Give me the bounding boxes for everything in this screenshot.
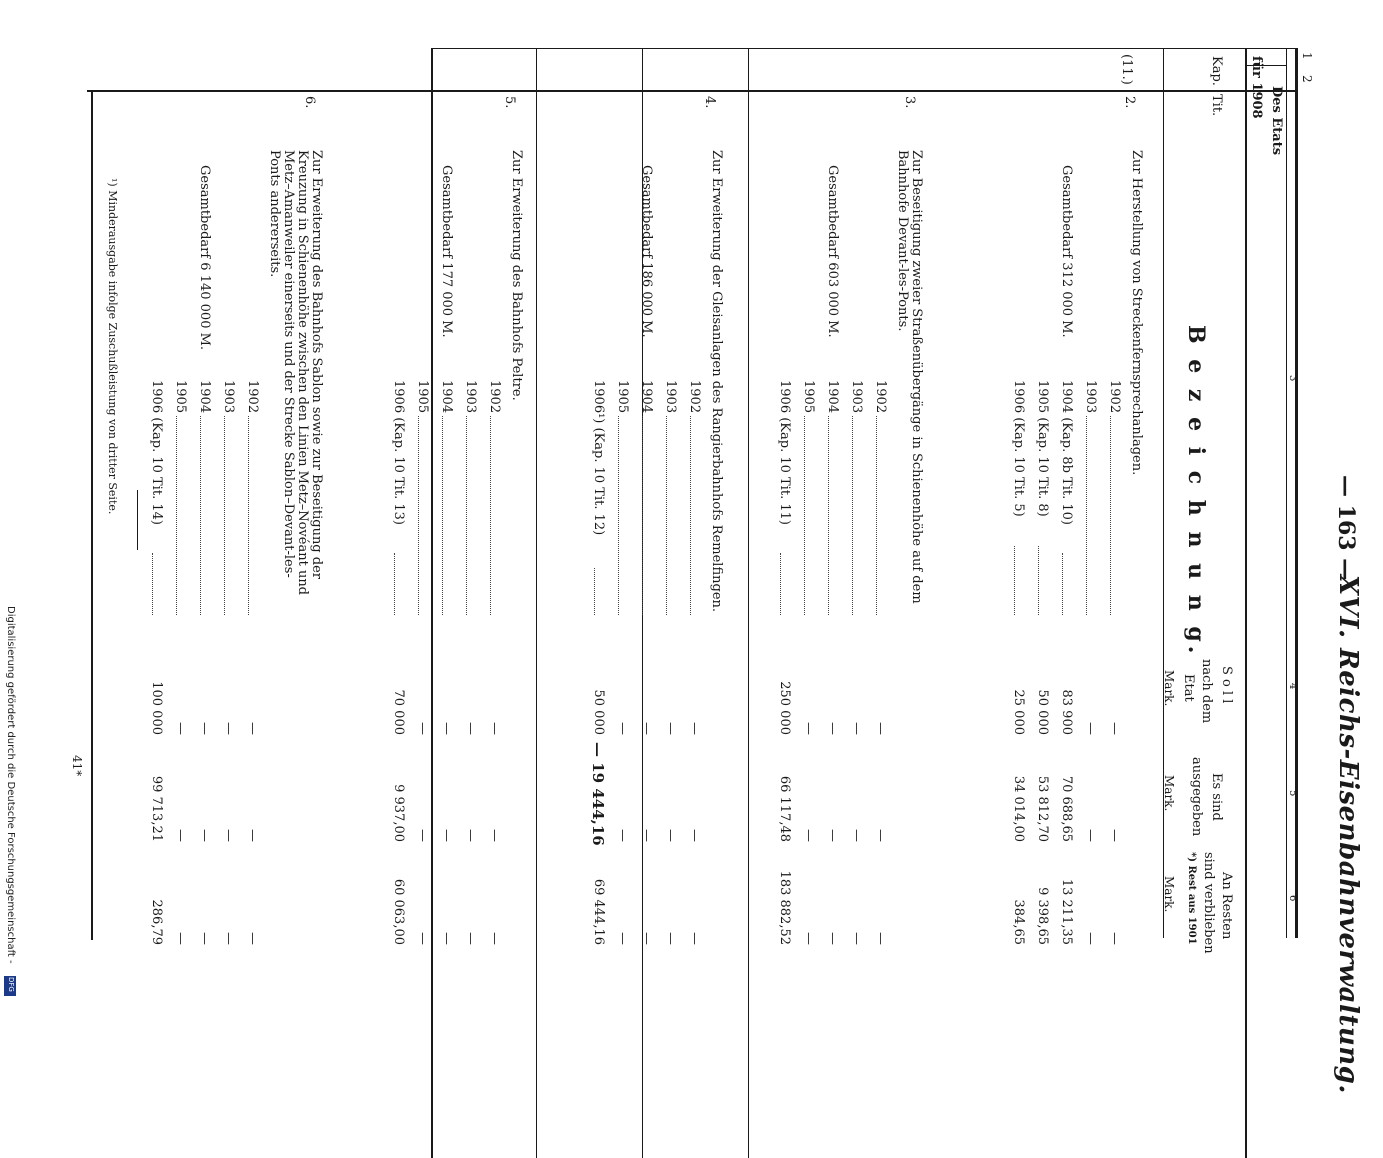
leader-dots	[418, 416, 419, 615]
gesamtbedarf: Gesamtbedarf 186 000 M.	[639, 165, 654, 338]
reste-value: —	[439, 932, 454, 945]
reste-value: 384,65	[1011, 899, 1026, 945]
ausgegeben-value: 70 688,65	[1059, 775, 1074, 842]
header-soll-1: S o l l	[1219, 666, 1234, 704]
entry-number: 3.	[902, 96, 917, 109]
year-label: 1905	[801, 380, 816, 414]
entry-title-line: Ponts andererseits.	[267, 150, 282, 278]
soll-value: —	[663, 722, 678, 735]
leader-dots	[1110, 416, 1111, 615]
reste-value: —	[639, 932, 654, 945]
entry-number: 4.	[702, 96, 717, 109]
reste-value: —	[463, 932, 478, 945]
footnote: ¹) Minderausgabe infolge Zuschußleistung von dritter Seite.	[106, 178, 119, 515]
ausgegeben-value: —	[1083, 829, 1098, 842]
header-ausg-1: Es sind	[1209, 773, 1224, 821]
reste-value: —	[615, 932, 630, 945]
soll-value: —	[873, 722, 888, 735]
entry-title-line: Zur Erweiterung der Gleisanlagen des Rangierbahnhofs Remelfingen.	[709, 150, 724, 613]
dfg-credit	[4, 606, 16, 996]
soll-value: —	[801, 722, 816, 735]
reste-value: —	[197, 932, 212, 945]
header-reste-unit: Mark.	[1162, 876, 1176, 913]
year-label: 1903	[463, 380, 478, 414]
col-rule-etat	[1245, 48, 1247, 1158]
ausgegeben-value: —	[245, 829, 260, 842]
ausgegeben-value: —	[173, 829, 188, 842]
ausgegeben-value: —	[221, 829, 236, 842]
ausgegeben-value: —	[687, 829, 702, 842]
reste-value: —	[849, 932, 864, 945]
page-title: XVI. Reichs-Eisenbahnverwaltung.	[1333, 575, 1363, 1094]
leader-dots	[690, 416, 691, 615]
leader-dots	[466, 416, 467, 615]
ausgegeben-value: —	[415, 829, 430, 842]
leader-dots	[200, 416, 201, 615]
reste-value: —	[1107, 932, 1122, 945]
soll-value: 250 000	[777, 681, 792, 735]
ausgegeben-value: —	[825, 829, 840, 842]
ausgegeben-value: —	[801, 829, 816, 842]
leader-dots	[248, 416, 249, 615]
reste-value: 13 211,35	[1059, 878, 1074, 945]
soll-value: —	[197, 722, 212, 735]
entry-number: 6.	[302, 96, 317, 109]
header-bezeichnung: B e z e i c h n u n g.	[1183, 325, 1209, 658]
colnum-4: 4	[1287, 683, 1298, 690]
gesamtbedarf: Gesamtbedarf 177 000 M.	[439, 165, 454, 338]
header-ausg-2: ausgegeben	[1189, 757, 1204, 837]
entry-title-line: Bahnhofe Devant-les-Ponts.	[895, 150, 910, 332]
reste-value: 183 882,52	[777, 870, 792, 945]
colnum-1: 1	[1300, 52, 1314, 60]
soll-value: 50 000	[591, 689, 606, 735]
header-tit: Tit.	[1209, 94, 1224, 117]
year-label: 1904	[197, 380, 212, 414]
soll-value: 70 000	[391, 689, 406, 735]
soll-value: —	[1107, 722, 1122, 735]
header-reste-3: *) Rest aus 1901	[1186, 852, 1197, 945]
gesamtbedarf: Gesamtbedarf 603 000 M.	[825, 165, 840, 338]
header-reste-2: sind verblieben	[1201, 852, 1216, 954]
soll-value: 83 900	[1059, 689, 1074, 735]
header-kap: Kap.	[1209, 56, 1224, 86]
leader-dots	[490, 416, 491, 615]
leader-dots	[442, 416, 443, 615]
leader-dots	[876, 416, 877, 615]
ausgegeben-value: —	[1107, 829, 1122, 842]
footnote-rule	[137, 490, 138, 550]
year-label: 1902	[1107, 380, 1122, 414]
kapitel-marker: (11.)	[1119, 54, 1134, 85]
entry-title-line: Zur Beseitigung zweier Straßenübergänge in Schienenhöhe auf dem	[909, 150, 924, 604]
leader-dots	[152, 553, 153, 615]
ausgegeben-value: 66 117,48	[777, 775, 792, 842]
ausgegeben-value: —	[197, 829, 212, 842]
gesamtbedarf: Gesamtbedarf 312 000 M.	[1059, 165, 1074, 338]
soll-value: 25 000	[1011, 689, 1026, 735]
reste-value: 9 398,65	[1035, 887, 1050, 945]
ausgegeben-value: —	[639, 829, 654, 842]
ausgegeben-value: — 19 444,16	[589, 742, 607, 846]
header-soll-2: nach dem	[1199, 659, 1214, 724]
leader-dots	[828, 416, 829, 615]
gesamtbedarf: Gesamtbedarf 6 140 000 M.	[197, 165, 212, 351]
year-label: 1906 (Kap. 10 Tit. 13)	[391, 380, 406, 525]
header-etat-line1: Des Etats	[1269, 86, 1284, 156]
leader-dots	[642, 416, 643, 615]
leader-dots	[1014, 546, 1015, 615]
col-rule-3-4	[748, 48, 749, 1158]
leader-dots	[1038, 546, 1039, 615]
reste-value: 286,79	[149, 899, 164, 945]
header-soll-3: Etat	[1181, 674, 1196, 702]
col-rule-right	[431, 48, 433, 1158]
soll-value: —	[687, 722, 702, 735]
soll-value: —	[439, 722, 454, 735]
reste-value: —	[687, 932, 702, 945]
reste-value: —	[245, 932, 260, 945]
ausgegeben-value: —	[439, 829, 454, 842]
reste-value: —	[173, 932, 188, 945]
ausgegeben-value: 9 937,00	[391, 784, 406, 842]
soll-value: —	[173, 722, 188, 735]
year-label: 1902	[687, 380, 702, 414]
ausgegeben-value: —	[463, 829, 478, 842]
leader-dots	[852, 416, 853, 615]
year-label: 1904	[825, 380, 840, 414]
table-top-rule	[1295, 48, 1298, 938]
entry-title-line: Zur Herstellung von Streckenfernsprechanlagen.	[1129, 150, 1144, 476]
reste-value: —	[1083, 932, 1098, 945]
soll-value: —	[639, 722, 654, 735]
leader-dots	[780, 553, 781, 615]
entry-title-line: Metz–Amanweiler einerseits und der Strecke Sablon–Devant-les-	[281, 150, 296, 578]
year-label: 1903	[1083, 380, 1098, 414]
header-soll-unit: Mark.	[1162, 670, 1176, 707]
reste-value: 60 063,00	[391, 878, 406, 945]
ausgegeben-value: 99 713,21	[149, 775, 164, 842]
header-etat-line2: für 1908	[1249, 56, 1264, 119]
ausgegeben-value: 53 812,70	[1035, 775, 1050, 842]
year-label: 1902	[487, 380, 502, 414]
reste-value: —	[825, 932, 840, 945]
ausgegeben-value: —	[487, 829, 502, 842]
soll-value: —	[487, 722, 502, 735]
reste-value: 69 444,16	[591, 878, 606, 945]
colnum-2: 2	[1300, 75, 1314, 83]
ausgegeben-value: —	[663, 829, 678, 842]
soll-value: —	[1083, 722, 1098, 735]
soll-value: —	[221, 722, 236, 735]
page-number: — 163 —	[1333, 475, 1359, 581]
leader-dots	[618, 416, 619, 615]
colnum-rule	[1286, 48, 1287, 938]
soll-value: —	[825, 722, 840, 735]
year-label: 1906 (Kap. 10 Tit. 14)	[149, 380, 164, 525]
ausgegeben-value: —	[615, 829, 630, 842]
leader-dots	[394, 553, 395, 615]
reste-value: —	[663, 932, 678, 945]
year-label: 1904	[439, 380, 454, 414]
header-left-rule	[431, 48, 1297, 49]
soll-value: —	[245, 722, 260, 735]
signature-mark: 41*	[70, 755, 84, 777]
entry-title-line: Kreuzung in Schienenhöhe zwischen den Linien Metz–Novéant und	[295, 150, 310, 596]
ausgegeben-value: 34 014,00	[1011, 775, 1026, 842]
soll-value: 100 000	[149, 681, 164, 735]
leader-dots	[176, 416, 177, 615]
year-label: 1903	[221, 380, 236, 414]
soll-value: —	[463, 722, 478, 735]
leader-dots	[1062, 553, 1063, 615]
ausgegeben-value: —	[849, 829, 864, 842]
dfg-credit-text: Digitalisierung gefördert durch die Deutsche Forschungsgemeinschaft -	[5, 606, 16, 964]
body-left-rule	[87, 90, 1297, 92]
col-rule-5-6	[536, 48, 537, 1158]
reste-value: —	[221, 932, 236, 945]
year-label: 1904 (Kap. 8b Tit. 10)	[1059, 380, 1074, 525]
ausgegeben-value: —	[873, 829, 888, 842]
header-reste-1: An Resten	[1219, 872, 1234, 940]
dfg-logo-text: DFG	[7, 977, 15, 992]
soll-value: —	[415, 722, 430, 735]
leader-dots	[224, 416, 225, 615]
reste-value: —	[873, 932, 888, 945]
year-label: 1906 (Kap. 10 Tit. 11)	[777, 380, 792, 525]
year-label: 1905	[173, 380, 188, 414]
leader-dots	[804, 416, 805, 615]
year-label: 1905	[415, 380, 430, 414]
soll-value: 50 000	[1035, 689, 1050, 735]
colnum-5: 5	[1287, 790, 1298, 797]
entry-title-line: Zur Erweiterung des Bahnhofs Sablon sowie zur Beseitigung der	[309, 150, 324, 579]
leader-dots	[1086, 416, 1087, 615]
year-label: 1903	[849, 380, 864, 414]
leader-dots	[666, 416, 667, 615]
year-label: 1902	[873, 380, 888, 414]
year-label: 1906 (Kap. 10 Tit. 5)	[1011, 380, 1026, 517]
year-label: 1902	[245, 380, 260, 414]
reste-value: —	[487, 932, 502, 945]
year-label: 1905	[615, 380, 630, 414]
entry-number: 2.	[1122, 96, 1137, 109]
entry-number: 5.	[502, 96, 517, 109]
year-label: 1903	[663, 380, 678, 414]
entry-title-line: Zur Erweiterung des Bahnhofs Peltre.	[509, 150, 524, 401]
soll-value: —	[849, 722, 864, 735]
table-bottom-rule-thick	[91, 90, 93, 940]
leader-dots	[594, 568, 595, 615]
colnum-3: 3	[1287, 375, 1298, 382]
header-ausg-unit: Mark.	[1162, 775, 1176, 812]
year-label: 1906¹) (Kap. 10 Tit. 12)	[591, 380, 606, 536]
colnum-6: 6	[1287, 895, 1298, 902]
reste-value: —	[801, 932, 816, 945]
year-label: 1904	[639, 380, 654, 414]
reste-value: —	[415, 932, 430, 945]
soll-value: —	[615, 722, 630, 735]
year-label: 1905 (Kap. 10 Tit. 8)	[1035, 380, 1050, 517]
dfg-logo	[4, 976, 16, 996]
